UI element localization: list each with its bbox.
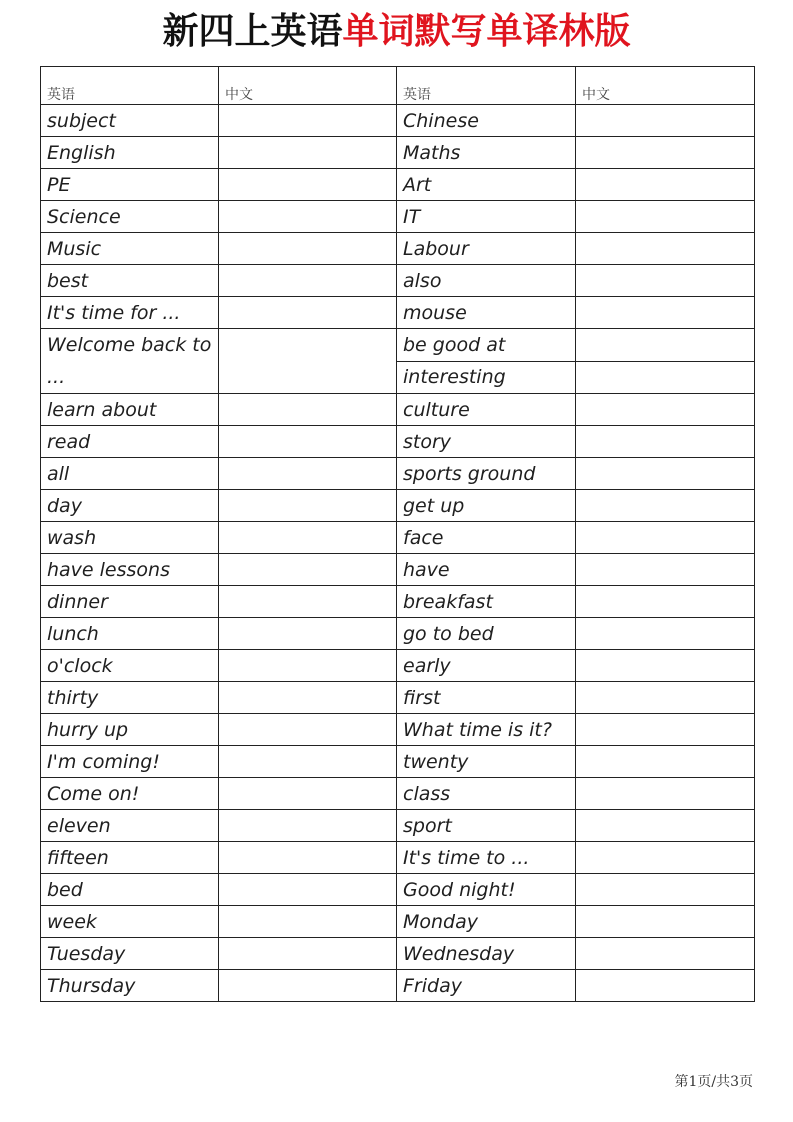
chinese-answer-cell[interactable] bbox=[219, 233, 397, 265]
chinese-answer-cell[interactable] bbox=[576, 458, 755, 490]
english-word-cell: Science bbox=[41, 201, 219, 233]
english-word-cell: face bbox=[397, 522, 576, 554]
title-prefix: 新四上英语 bbox=[162, 10, 343, 52]
english-word-cell: be good at bbox=[397, 329, 576, 362]
english-word-cell: Wednesday bbox=[397, 938, 576, 970]
table-row bbox=[41, 682, 755, 714]
table-row bbox=[41, 458, 755, 490]
english-word-cell: week bbox=[41, 906, 219, 938]
chinese-answer-cell[interactable] bbox=[219, 329, 397, 394]
chinese-answer-cell[interactable] bbox=[219, 874, 397, 906]
chinese-answer-cell[interactable] bbox=[576, 970, 755, 1002]
chinese-answer-cell[interactable] bbox=[219, 906, 397, 938]
table-row bbox=[41, 169, 755, 201]
english-word-cell: thirty bbox=[41, 682, 219, 714]
english-word-cell: wash bbox=[41, 522, 219, 554]
chinese-answer-cell[interactable] bbox=[219, 426, 397, 458]
chinese-answer-cell[interactable] bbox=[219, 618, 397, 650]
english-word-cell: read bbox=[41, 426, 219, 458]
chinese-answer-cell[interactable] bbox=[219, 137, 397, 169]
english-word-cell: culture bbox=[397, 394, 576, 426]
page-indicator: 第1页/共3页 bbox=[674, 1074, 753, 1090]
table-row bbox=[41, 329, 755, 362]
english-word-cell: subject bbox=[41, 105, 219, 137]
chinese-answer-cell[interactable] bbox=[576, 361, 755, 394]
english-word-cell: Good night! bbox=[397, 874, 576, 906]
chinese-answer-cell[interactable] bbox=[219, 970, 397, 1002]
english-word-cell: Monday bbox=[397, 906, 576, 938]
english-word-cell: Music bbox=[41, 233, 219, 265]
table-row bbox=[41, 874, 755, 906]
page-title bbox=[0, 6, 793, 56]
chinese-answer-cell[interactable] bbox=[576, 714, 755, 746]
english-word-cell: have bbox=[397, 554, 576, 586]
chinese-answer-cell[interactable] bbox=[576, 586, 755, 618]
chinese-answer-cell[interactable] bbox=[219, 490, 397, 522]
chinese-answer-cell[interactable] bbox=[219, 169, 397, 201]
chinese-answer-cell[interactable] bbox=[576, 426, 755, 458]
english-word-cell: best bbox=[41, 265, 219, 297]
vocabulary-table bbox=[40, 66, 755, 1002]
english-word-cell: mouse bbox=[397, 297, 576, 329]
english-word-cell: What time is it? bbox=[397, 714, 576, 746]
table-header-row bbox=[41, 67, 755, 105]
english-word-cell: Friday bbox=[397, 970, 576, 1002]
chinese-answer-cell[interactable] bbox=[576, 874, 755, 906]
table-row bbox=[41, 554, 755, 586]
english-word-cell: twenty bbox=[397, 746, 576, 778]
chinese-answer-cell[interactable] bbox=[576, 618, 755, 650]
english-word-cell: It's time to ... bbox=[397, 842, 576, 874]
chinese-answer-cell[interactable] bbox=[219, 297, 397, 329]
chinese-answer-cell[interactable] bbox=[576, 265, 755, 297]
english-word-cell: early bbox=[397, 650, 576, 682]
chinese-answer-cell[interactable] bbox=[219, 810, 397, 842]
header-chinese-right: 中文 bbox=[576, 67, 755, 105]
table-row bbox=[41, 490, 755, 522]
chinese-answer-cell[interactable] bbox=[576, 105, 755, 137]
chinese-answer-cell[interactable] bbox=[576, 746, 755, 778]
english-word-cell: class bbox=[397, 778, 576, 810]
chinese-answer-cell[interactable] bbox=[219, 938, 397, 970]
table-row bbox=[41, 778, 755, 810]
table-row bbox=[41, 265, 755, 297]
chinese-answer-cell[interactable] bbox=[219, 265, 397, 297]
chinese-answer-cell[interactable] bbox=[219, 201, 397, 233]
english-word-cell: Maths bbox=[397, 137, 576, 169]
english-word-cell: Come on! bbox=[41, 778, 219, 810]
chinese-answer-cell[interactable] bbox=[219, 105, 397, 137]
chinese-answer-cell[interactable] bbox=[576, 554, 755, 586]
chinese-answer-cell[interactable] bbox=[576, 201, 755, 233]
english-word-cell: IT bbox=[397, 201, 576, 233]
english-word-cell: eleven bbox=[41, 810, 219, 842]
chinese-answer-cell[interactable] bbox=[576, 394, 755, 426]
english-word-cell: go to bed bbox=[397, 618, 576, 650]
chinese-answer-cell[interactable] bbox=[576, 778, 755, 810]
english-word-cell: all bbox=[41, 458, 219, 490]
english-word-cell: day bbox=[41, 490, 219, 522]
chinese-answer-cell[interactable] bbox=[219, 554, 397, 586]
english-word-cell: Thursday bbox=[41, 970, 219, 1002]
table-row bbox=[41, 810, 755, 842]
english-word-cell: sport bbox=[397, 810, 576, 842]
chinese-answer-cell[interactable] bbox=[219, 586, 397, 618]
english-word-cell: It's time for ... bbox=[41, 297, 219, 329]
english-word-cell: sports ground bbox=[397, 458, 576, 490]
english-word-cell: interesting bbox=[397, 361, 576, 394]
english-word-cell: bed bbox=[41, 874, 219, 906]
vocabulary-table-body bbox=[41, 105, 755, 1002]
chinese-answer-cell[interactable] bbox=[576, 329, 755, 362]
table-row bbox=[41, 297, 755, 329]
table-row bbox=[41, 714, 755, 746]
english-word-cell: hurry up bbox=[41, 714, 219, 746]
chinese-answer-cell[interactable] bbox=[219, 394, 397, 426]
chinese-answer-cell[interactable] bbox=[576, 810, 755, 842]
table-row bbox=[41, 746, 755, 778]
english-word-cell: first bbox=[397, 682, 576, 714]
english-word-cell: Tuesday bbox=[41, 938, 219, 970]
english-word-cell: fifteen bbox=[41, 842, 219, 874]
chinese-answer-cell[interactable] bbox=[576, 297, 755, 329]
english-word-cell: o'clock bbox=[41, 650, 219, 682]
english-word-cell: learn about bbox=[41, 394, 219, 426]
table-row bbox=[41, 618, 755, 650]
table-row bbox=[41, 137, 755, 169]
table-row bbox=[41, 201, 755, 233]
chinese-answer-cell[interactable] bbox=[576, 169, 755, 201]
chinese-answer-cell[interactable] bbox=[576, 650, 755, 682]
english-word-cell: Welcome back to ... bbox=[41, 329, 219, 394]
english-word-cell: also bbox=[397, 265, 576, 297]
table-row bbox=[41, 522, 755, 554]
chinese-answer-cell[interactable] bbox=[219, 682, 397, 714]
table-row bbox=[41, 938, 755, 970]
table-row bbox=[41, 842, 755, 874]
english-word-cell: story bbox=[397, 426, 576, 458]
table-row bbox=[41, 394, 755, 426]
chinese-answer-cell[interactable] bbox=[576, 233, 755, 265]
title-highlight: 单词默写单译林版 bbox=[342, 10, 631, 52]
table-row bbox=[41, 233, 755, 265]
english-word-cell: get up bbox=[397, 490, 576, 522]
chinese-answer-cell[interactable] bbox=[576, 906, 755, 938]
english-word-cell: dinner bbox=[41, 586, 219, 618]
table-row bbox=[41, 586, 755, 618]
header-english-right: 英语 bbox=[397, 67, 576, 105]
chinese-answer-cell[interactable] bbox=[576, 938, 755, 970]
chinese-answer-cell[interactable] bbox=[219, 522, 397, 554]
chinese-answer-cell[interactable] bbox=[219, 714, 397, 746]
chinese-answer-cell[interactable] bbox=[576, 682, 755, 714]
table-row bbox=[41, 906, 755, 938]
chinese-answer-cell[interactable] bbox=[219, 842, 397, 874]
english-word-cell: breakfast bbox=[397, 586, 576, 618]
chinese-answer-cell[interactable] bbox=[576, 490, 755, 522]
chinese-answer-cell[interactable] bbox=[219, 458, 397, 490]
english-word-cell: PE bbox=[41, 169, 219, 201]
chinese-answer-cell[interactable] bbox=[576, 137, 755, 169]
chinese-answer-cell[interactable] bbox=[219, 778, 397, 810]
english-word-cell: English bbox=[41, 137, 219, 169]
english-word-cell: Chinese bbox=[397, 105, 576, 137]
chinese-answer-cell[interactable] bbox=[576, 522, 755, 554]
table-row bbox=[41, 426, 755, 458]
chinese-answer-cell[interactable] bbox=[576, 842, 755, 874]
table-row bbox=[41, 650, 755, 682]
english-word-cell: have lessons bbox=[41, 554, 219, 586]
chinese-answer-cell[interactable] bbox=[219, 746, 397, 778]
chinese-answer-cell[interactable] bbox=[219, 650, 397, 682]
table-row bbox=[41, 970, 755, 1002]
header-chinese-left: 中文 bbox=[219, 67, 397, 105]
table-row bbox=[41, 105, 755, 137]
english-word-cell: Labour bbox=[397, 233, 576, 265]
english-word-cell: lunch bbox=[41, 618, 219, 650]
english-word-cell: Art bbox=[397, 169, 576, 201]
header-english-left: 英语 bbox=[41, 67, 219, 105]
english-word-cell: I'm coming! bbox=[41, 746, 219, 778]
